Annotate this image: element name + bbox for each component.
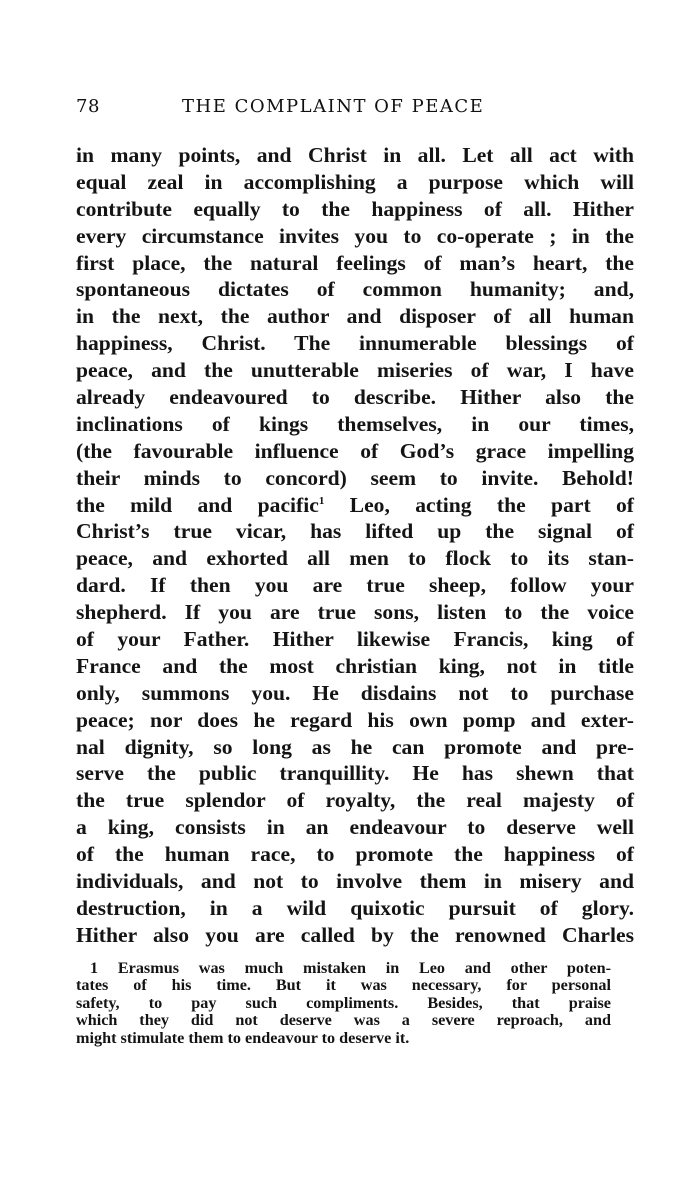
text-line: every circumstance invites you to co-operate ; in the <box>76 223 634 248</box>
text-line: dard. If then you are true sheep, follow your <box>76 573 634 598</box>
page-number: 78 <box>76 96 100 117</box>
text-line: shepherd. If you are true sons, listen to the voice <box>76 600 634 625</box>
text-line: France and the most christian king, not in title <box>76 653 634 678</box>
text-line: already endeavoured to describe. Hither also the <box>76 385 634 410</box>
text-fragment: Leo, acting the part of <box>324 492 634 517</box>
text-line: happiness, Christ. The innumerable blessings of <box>76 331 634 356</box>
text-line: serve the public tranquillity. He has shewn that <box>76 761 634 786</box>
body-text <box>76 142 634 949</box>
text-line: Hither also you are called by the renowned Charles <box>76 922 634 947</box>
footnote-line: which they did not deserve was a severe reproach, and <box>76 1011 611 1030</box>
footnote-line: tates of his time. But it was necessary, for personal <box>76 976 611 995</box>
text-line: the true splendor of royalty, the real majesty of <box>76 788 634 813</box>
text-line: equal zeal in accomplishing a purpose which will <box>76 169 634 194</box>
text-line: contribute equally to the happiness of all. Hither <box>76 196 634 221</box>
footnote-line: might stimulate them to endeavour to deserve it. <box>76 1028 410 1047</box>
running-title: THE COMPLAINT OF PEACE <box>182 96 485 117</box>
footnote-marker: 1 <box>90 959 99 977</box>
footnote-reference: 1 <box>318 494 325 507</box>
text-line: peace; nor does he regard his own pomp and exter- <box>76 707 634 732</box>
text-line: Christ’s true vicar, has lifted up the signal of <box>76 519 634 544</box>
text-line: destruction, in a wild quixotic pursuit of glory. <box>76 895 634 920</box>
text-line: (the favourable influence of God’s grace impelling <box>76 438 634 463</box>
text-line: peace, and the unutterable miseries of war, I have <box>76 358 634 383</box>
text-line: in the next, the author and disposer of all human <box>76 304 634 329</box>
text-line: their minds to concord) seem to invite. Behold! <box>76 465 634 490</box>
text-line: only, summons you. He disdains not to purchase <box>76 680 634 705</box>
text-line: of the human race, to promote the happiness of <box>76 842 634 867</box>
text-line: inclinations of kings themselves, in our times, <box>76 411 634 436</box>
text-line: individuals, and not to involve them in misery and <box>76 869 634 894</box>
footnote-text: Erasmus was much mistaken in Leo and other poten- <box>117 959 611 977</box>
text-line: peace, and exhorted all men to flock to its stan- <box>76 546 634 571</box>
text-line: spontaneous dictates of common humanity; and, <box>76 277 634 302</box>
footnote-line: safety, to pay such compliments. Besides, that praise <box>76 993 611 1012</box>
text-fragment: the mild and pacific <box>76 492 319 517</box>
text-line: of your Father. Hither likewise Francis, king of <box>76 627 634 652</box>
text-line: a king, consists in an endeavour to deserve well <box>76 815 634 840</box>
footnote <box>76 960 611 1047</box>
text-line-with-footnote-ref <box>76 492 634 519</box>
text-line: nal dignity, so long as he can promote and pre- <box>76 734 634 759</box>
footnote-line <box>76 960 611 977</box>
running-head <box>76 96 632 124</box>
text-line: first place, the natural feelings of man’s heart, the <box>76 250 634 275</box>
text-line: in many points, and Christ in all. Let all act with <box>76 143 634 167</box>
